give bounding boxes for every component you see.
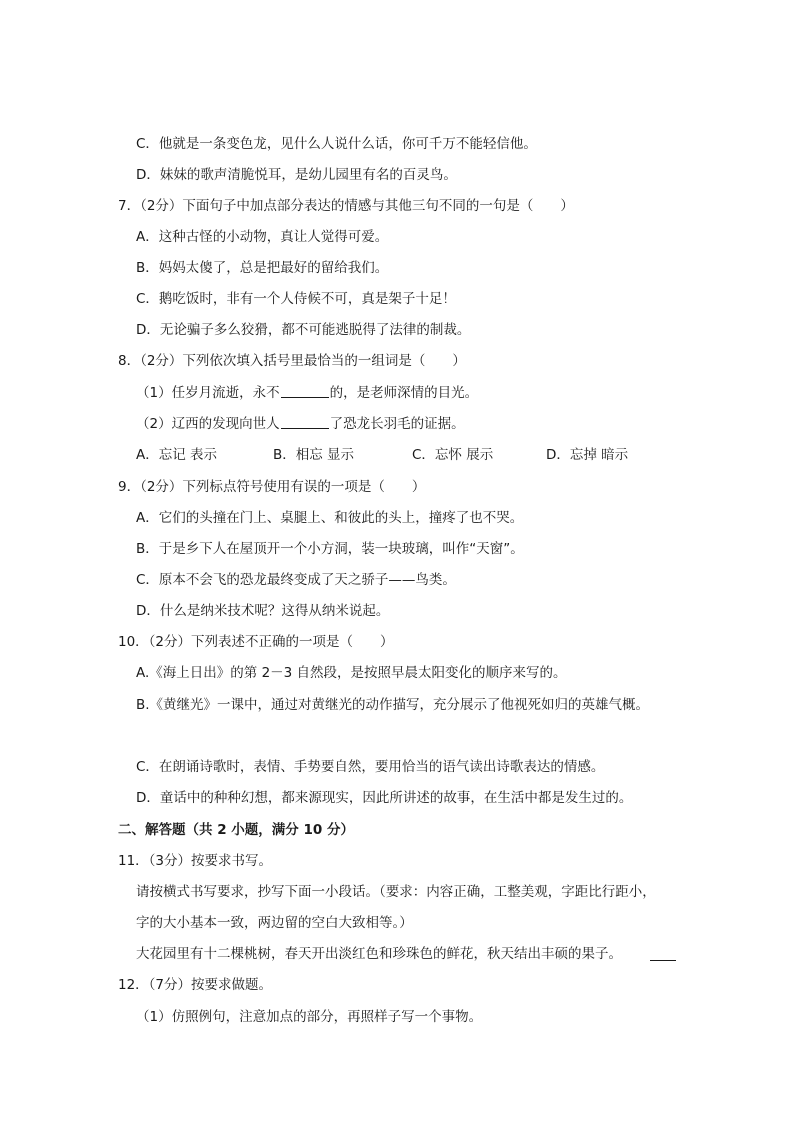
q7-option-a: A．这种古怪的小动物，真让人觉得可爱。 — [136, 229, 389, 245]
q8-s2-post: 了恐龙长羽毛的证据。 — [329, 416, 465, 432]
q12-sub-1: （1）仿照例句，注意加点的部分，再照样子写一个事物。 — [136, 1009, 483, 1025]
q8-option-b: B．相忘 显示 — [273, 447, 355, 463]
q10-option-b: B.《黄继光》一课中，通过对黄继光的动作描写，充分展示了他视死如归的英雄气概。 — [136, 697, 650, 713]
q6-option-d: D．妹妹的歌声清脆悦耳，是幼儿园里有名的百灵鸟。 — [136, 167, 457, 183]
q9-option-d: D．什么是纳米技术呢？这得从纳米说起。 — [136, 603, 390, 619]
q7-option-c: C．鹅吃饭时，非有一个人侍候不可，真是架子十足！ — [136, 291, 456, 307]
q10-option-a: A.《海上日出》的第 2－3 自然段，是按照早晨太阳变化的顺序来写的。 — [136, 665, 567, 681]
q8-s2-pre: （2）辽西的发现向世人 — [136, 416, 280, 432]
q11-instruction-line-1: 请按横式书写要求，抄写下面一小段话。（要求：内容正确，工整美观，字距比行距小， — [136, 884, 656, 900]
q12-stem: 12．（7分）按要求做题。 — [118, 977, 273, 993]
q7-stem: 7．（2分）下面句子中加点部分表达的情感与其他三句不同的一句是（ ） — [118, 198, 574, 214]
q8-sentence-1 — [136, 384, 478, 402]
q11-copy-text — [136, 945, 622, 963]
section-2-title: 二、解答题（共 2 小题，满分 10 分） — [118, 822, 354, 838]
q10-stem: 10．（2分）下列表述不正确的一项是（ ） — [118, 634, 394, 650]
q10-option-d: D．童话中的种种幻想，都来源现实，因此所讲述的故事，在生活中都是发生过的。 — [136, 790, 633, 806]
q8-s1-blank — [281, 385, 329, 398]
q9-stem: 9．（2分）下列标点符号使用有误的一项是（ ） — [118, 479, 426, 495]
q8-option-a: A．忘记 表示 — [136, 447, 218, 463]
q11-instruction-line-2: 字的大小基本一致，两边留的空白大致相等。） — [136, 915, 413, 931]
q8-option-d: D．忘掉 暗示 — [546, 447, 629, 463]
q8-s1-post: 的，是老师深情的目光。 — [329, 385, 479, 401]
q8-option-c: C．忘怀 展示 — [412, 447, 494, 463]
q9-option-b: B．于是乡下人在屋顶开一个小方洞，装一块玻璃，叫作“天窗”。 — [136, 541, 524, 557]
q8-s1-pre: （1）任岁月流逝，永不 — [136, 385, 280, 401]
q9-option-c: C．原本不会飞的恐龙最终变成了天之骄子——鸟类。 — [136, 572, 456, 588]
q6-option-c: C．他就是一条变色龙，见什么人说什么话，你可千万不能轻信他。 — [136, 136, 537, 152]
q7-option-b: B．妈妈太傻了，总是把最好的留给我们。 — [136, 260, 389, 276]
q8-s2-blank — [281, 416, 329, 429]
q8-stem: 8．（2分）下列依次填入括号里最恰当的一组词是（ ） — [118, 353, 466, 369]
q7-option-d: D．无论骗子多么狡猾，都不可能逃脱得了法律的制裁。 — [136, 322, 471, 338]
q11-answer-blank — [650, 946, 676, 961]
q8-sentence-2 — [136, 415, 465, 433]
q11-text: 大花园里有十二棵桃树，春天开出淡红色和珍珠色的鲜花，秋天结出丰硕的果子。 — [136, 946, 622, 962]
q9-option-a: A．它们的头撞在门上、桌腿上、和彼此的头上，撞疼了也不哭。 — [136, 510, 524, 526]
q10-option-c: C．在朗诵诗歌时，表情、手势要自然，要用恰当的语气读出诗歌表达的情感。 — [136, 759, 605, 775]
q11-stem: 11．（3分）按要求书写。 — [118, 853, 273, 869]
